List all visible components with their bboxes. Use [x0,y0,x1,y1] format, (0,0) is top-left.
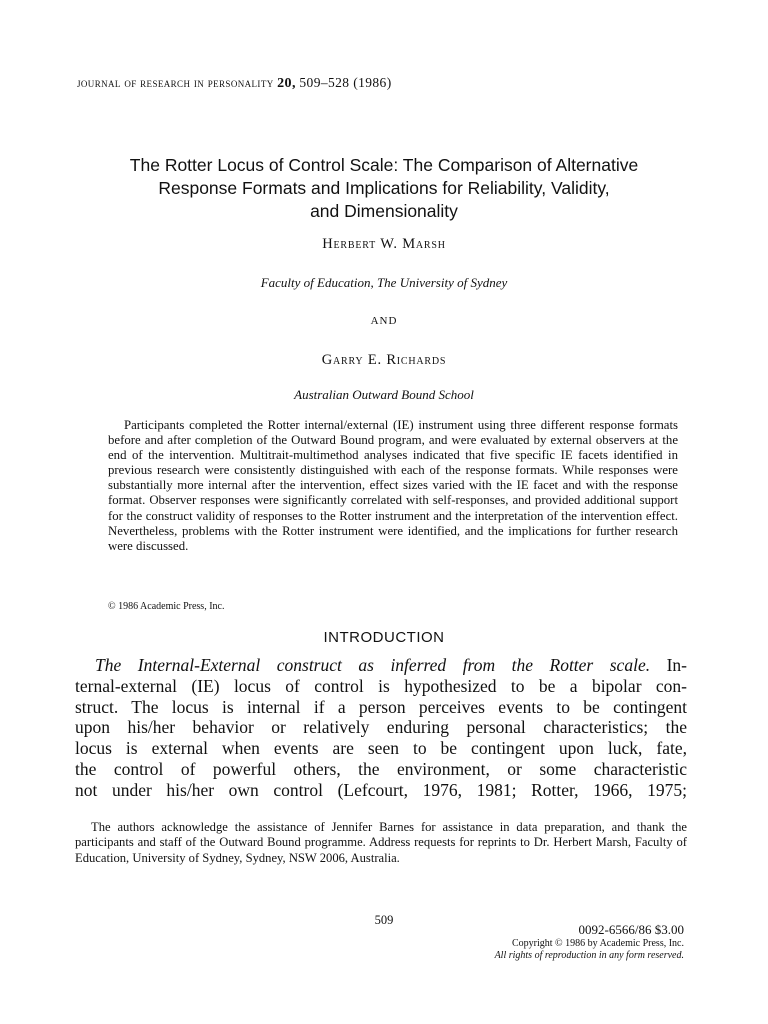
author-affiliation: Australian Outward Bound School [294,387,474,402]
publisher-copyright: Copyright © 1986 by Academic Press, Inc. [511,938,684,949]
section-heading: INTRODUCTION [323,629,445,646]
body-line: locus is external when events are seen to be contingent upon luck, fate, [75,738,687,759]
journal-volume: 20, [277,76,296,91]
body-line: struct. The locus is internal if a person perceives events to be contingent [75,696,687,717]
body-line [75,655,687,676]
journal-running-header [77,75,392,92]
introduction-paragraph [75,655,687,801]
article-code-price: 0092-6566/86 $3.00 [578,922,684,937]
author-name: Garry E. Richards [321,352,447,368]
page-number: 509 [374,913,394,927]
journal-pages-year: 509–528 (1986) [299,75,392,90]
runin-heading: The Internal-External construct as inferred from the Rotter scale. [95,655,651,675]
body-line: upon his/her behavior or relatively enduring personal characteristics; the [75,717,687,738]
abstract-text: Participants completed the Rotter internal/external (IE) instrument using three different response formats before and after completion of the Outward Bound program, and were evaluated by external observers at the end of the intervention. Multitrait-multimethod analyses indicated that five specific IE facets identified in previous research were consistently distinguished with each of the response formats. While responses were substantially more internal after the intervention, effect sizes varied with the IE facet and with the response format. Observer responses were significantly correlated with self-responses, and provided additional support for the construct validity of responses to the Rotter instrument and the interpretation of the intervention effect. Nevertheless, problems with the Rotter instrument were identified, and the implications for further research were discussed. [108,418,678,553]
body-line-rest: In- [666,655,688,675]
title-line: and Dimensionality [310,201,458,221]
body-line: ternal-external (IE) locus of control is hypothesized to be a bipolar con- [75,675,687,696]
title-line: The Rotter Locus of Control Scale: The Comparison of Alternative [129,155,639,175]
article-title [60,154,708,223]
title-line: Response Formats and Implications for Reliability, Validity, [158,178,610,198]
body-line: the control of powerful others, the environment, or some characteristic [75,758,687,779]
acknowledgement-footnote: The authors acknowledge the assistance of Jennifer Barnes for assistance in data preparation, and thank the participants and staff of the Outward Bound programme. Address requests for reprints to Dr. Herbert Marsh, Faculty of Education, University of Sydney, Sydney, NSW 2006, Australia. [75,820,687,865]
author-name: Herbert W. Marsh [322,236,446,252]
body-line: not under his/her own control (Lefcourt, 1976, 1981; Rotter, 1966, 1975; [75,779,687,800]
journal-name: journal of research in personality [77,76,274,90]
abstract-copyright: © 1986 Academic Press, Inc. [108,601,225,612]
author-affiliation: Faculty of Education, The University of Sydney [260,275,508,290]
rights-reserved: All rights of reproduction in any form reserved. [494,950,684,961]
author-conjunction: AND [370,315,398,327]
